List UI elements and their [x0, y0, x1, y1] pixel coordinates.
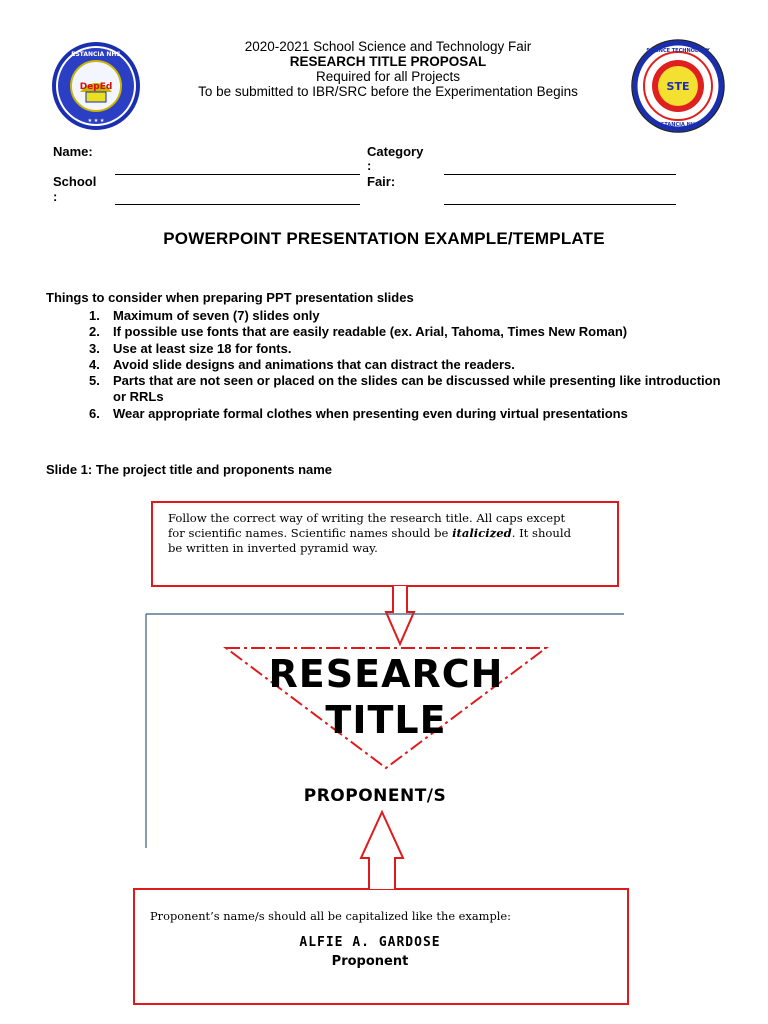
svg-text:SCIENCE TECHNOLOGY: SCIENCE TECHNOLOGY	[646, 48, 710, 54]
svg-text:ESTANCIA NHS: ESTANCIA NHS	[71, 51, 121, 58]
fair-label: Fair:	[367, 174, 396, 189]
tips-intro: Things to consider when preparing PPT presentation slides	[46, 290, 414, 305]
arrow-up-icon	[361, 812, 403, 889]
header-requirement: Required for all Projects	[315, 69, 461, 84]
example-proponent-name: ALFIE A. GARDOSE	[299, 935, 441, 950]
header-proposal-title: RESEARCH TITLE PROPOSAL	[289, 54, 487, 69]
list-item: 4. Avoid slide designs and animations that can distract the readers.	[89, 356, 515, 372]
list-item: 1. Maximum of seven (7) slides only	[89, 308, 320, 323]
list-item: 5. Parts that are not seen or placed on the slides can be discussed while presenting like introduction or RRLs	[89, 373, 721, 405]
category-label: Category	[367, 144, 424, 159]
svg-text:DepEd: DepEd	[79, 82, 113, 92]
proponent-guideline: Proponent’s name/s should all be capitalized like the example:	[150, 909, 511, 923]
arrow-down-icon	[386, 586, 414, 644]
school-label-colon: :	[53, 189, 58, 204]
school-label: School	[53, 174, 97, 189]
name-label: Name:	[53, 144, 93, 159]
page-title: POWERPOINT PRESENTATION EXAMPLE/TEMPLATE	[163, 229, 605, 248]
title-guideline-line2: for scientific names. Scientific names should be italicized. It should	[168, 526, 571, 540]
list-item: 2. If possible use fonts that are easily readable (ex. Arial, Tahoma, Times New Roman)	[89, 324, 628, 340]
title-guideline-line3: be written in inverted pyramid way.	[168, 541, 378, 555]
research-title-line1: RESEARCH	[268, 652, 504, 696]
title-guideline-line1: Follow the correct way of writing the research title. All caps except	[168, 511, 566, 525]
research-title-line2: TITLE	[325, 698, 447, 742]
proponents-heading: PROPONENT/S	[303, 786, 447, 806]
svg-text:STE: STE	[666, 80, 690, 93]
list-item: 3. Use at least size 18 for fonts.	[89, 340, 292, 356]
category-label-colon: :	[367, 158, 372, 173]
example-proponent-role: Proponent	[331, 954, 409, 969]
svg-text:★ ★ ★: ★ ★ ★	[87, 118, 105, 124]
svg-text:ESTANCIA NHS: ESTANCIA NHS	[657, 122, 699, 128]
italicized-word: italicized	[452, 526, 512, 540]
header-submission-note: To be submitted to IBR/SRC before the Experimentation Begins	[198, 84, 578, 99]
list-item: 6. Wear appropriate formal clothes when presenting even during virtual presentations	[89, 405, 628, 421]
header-fair-title: 2020-2021 School Science and Technology Fair	[244, 39, 532, 54]
slide1-heading: Slide 1: The project title and proponents name	[46, 462, 333, 477]
